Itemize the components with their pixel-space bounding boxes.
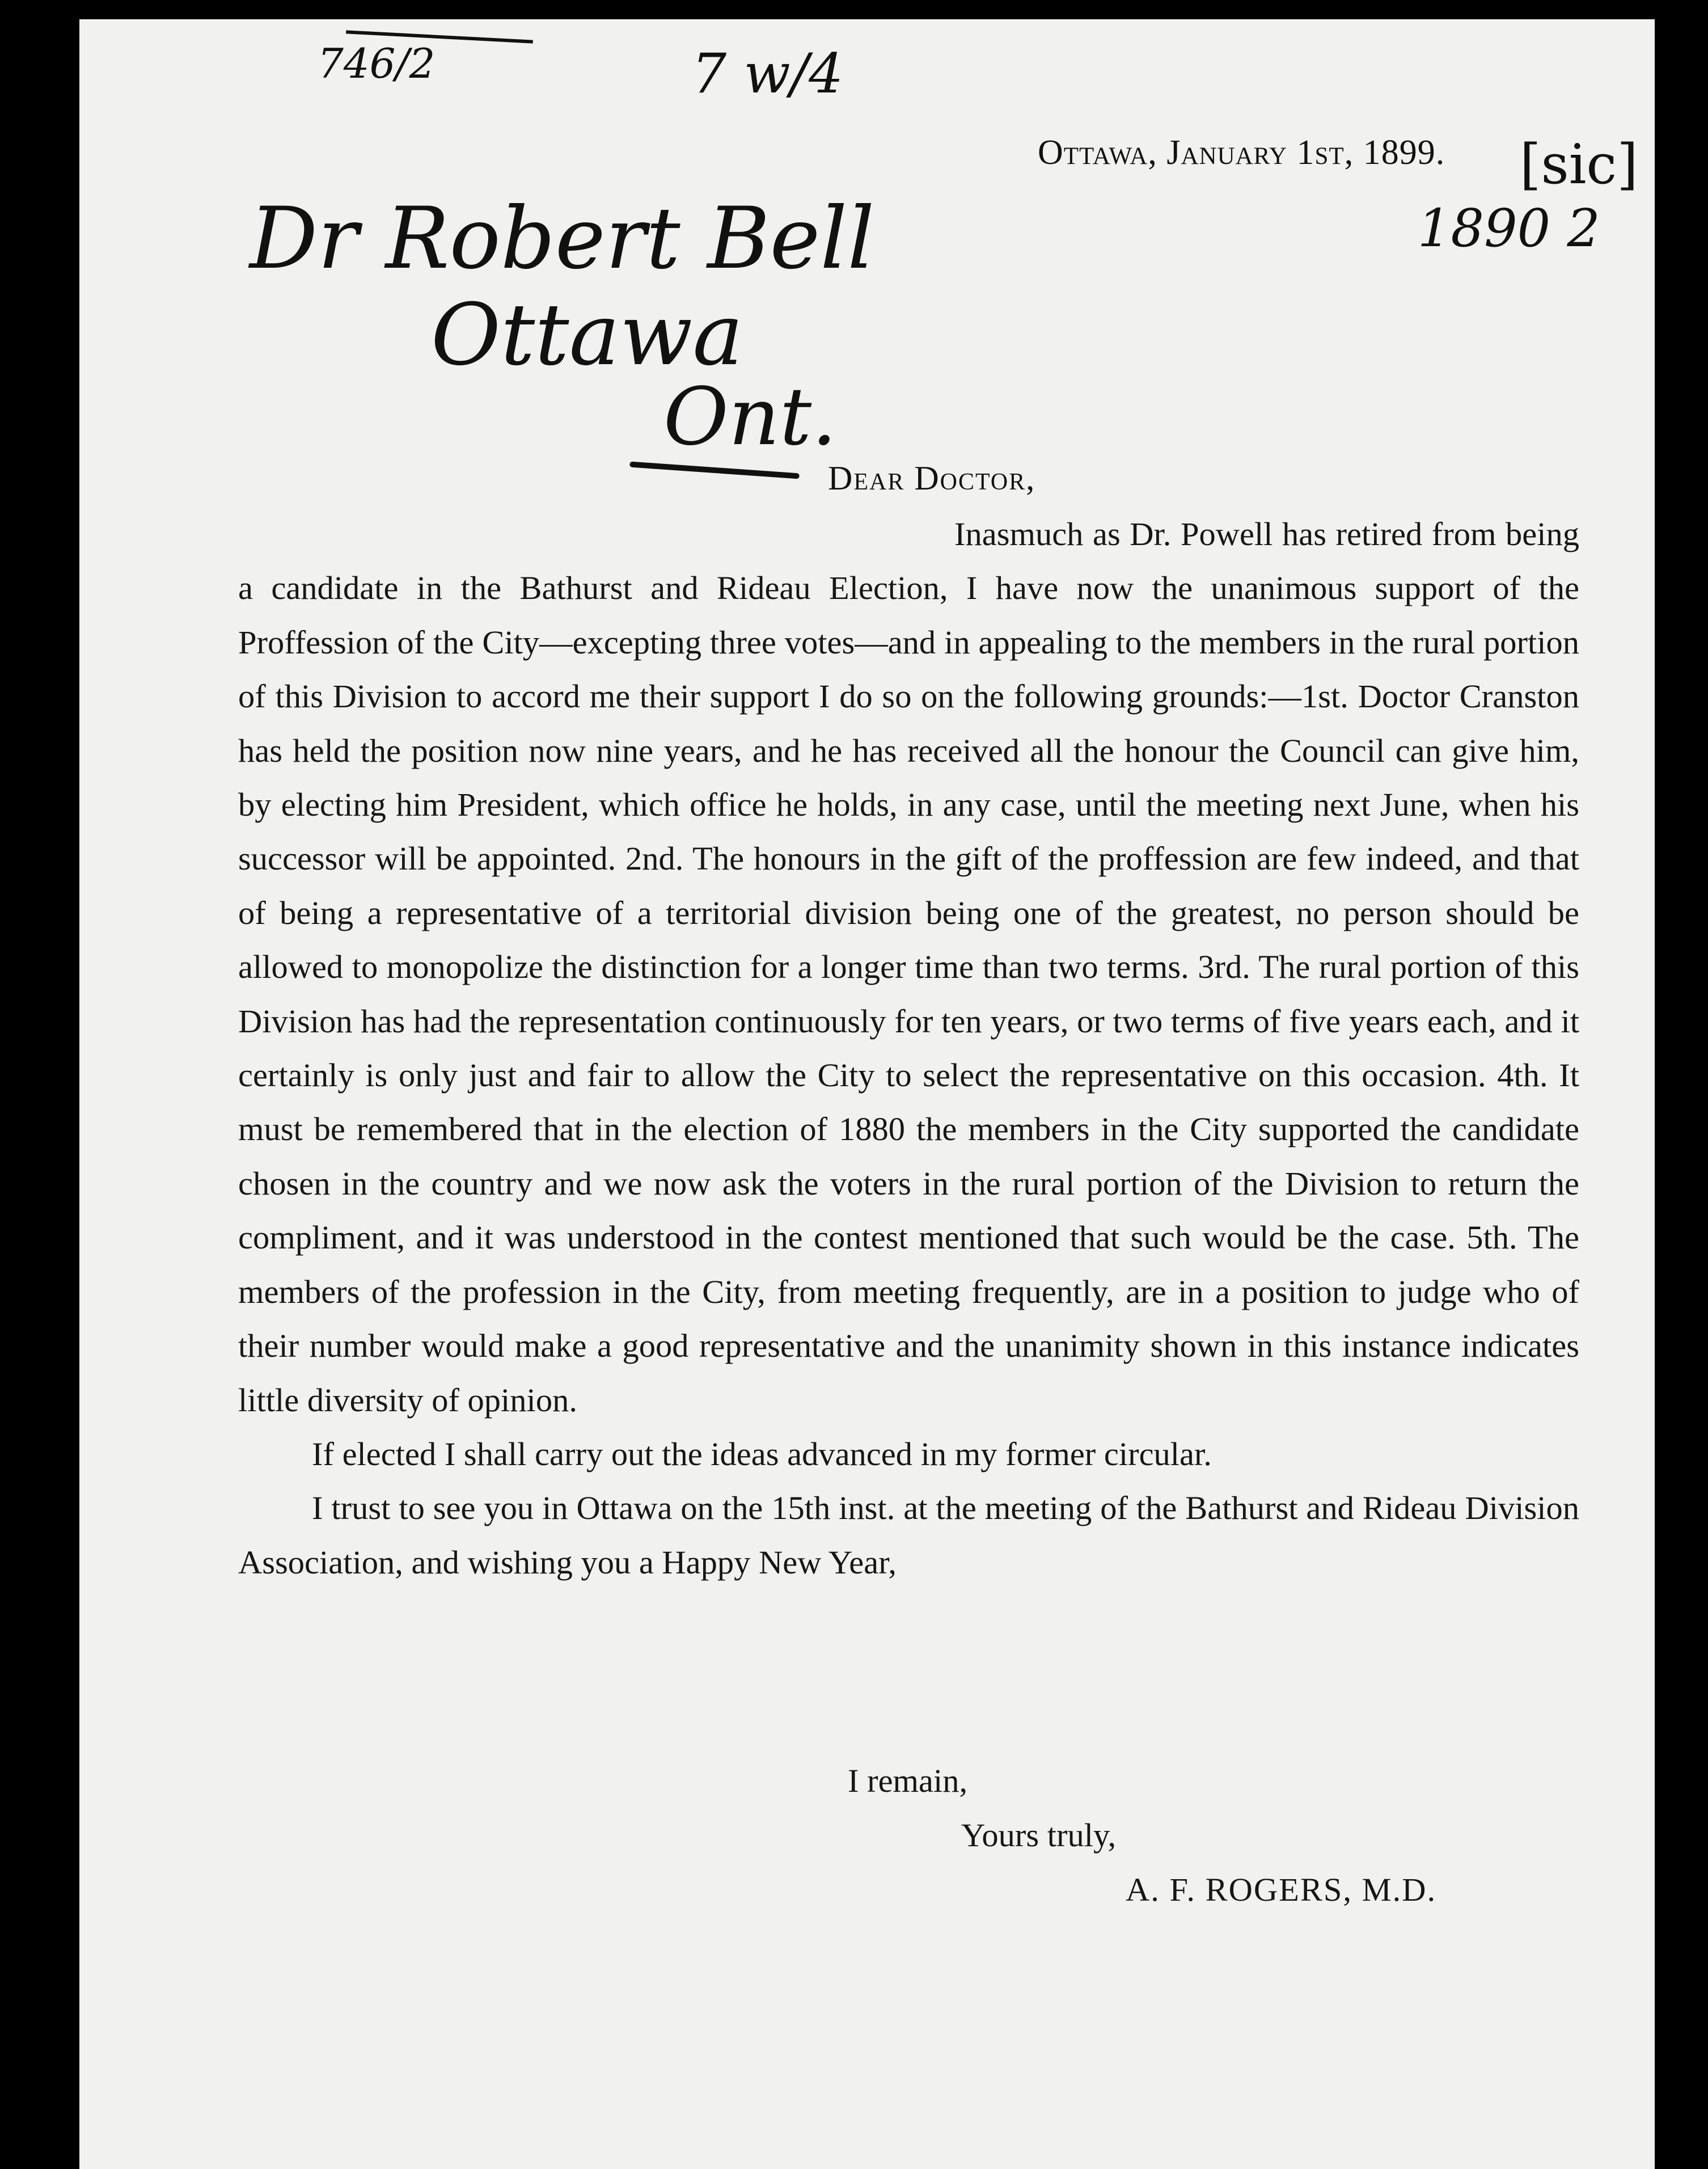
body-paragraph-meeting: I trust to see you in Ottawa on the 15th inst. at the meeting of the Bathurst and Rideau Division Association, and wishing you a Happy New Year, xyxy=(238,1489,1579,1581)
letter-body xyxy=(238,507,1579,1589)
year-correction-annotation: 1890 2 xyxy=(1418,198,1600,259)
address-line-name: Dr Robert Bell xyxy=(250,189,875,288)
page-mark-annotation: 7 w/4 xyxy=(692,42,844,106)
address-underline xyxy=(629,462,800,479)
letter-page xyxy=(79,19,1655,2169)
address-line-city: Ottawa xyxy=(431,286,743,385)
closing-yours-truly: Yours truly, xyxy=(961,1817,1117,1854)
archive-number-annotation: 746/2 xyxy=(318,40,436,87)
body-paragraph-main: Inasmuch as Dr. Powell has retired from being a candidate in the Bathurst and Rideau Election, I have now the unanimous support of the Proffession of the City—excepting three votes—and in appealing to the members in the rural portion of this Division to accord me their support I do so on the following grounds:—1st. Doctor Cranston has held the position now nine years, and he has received all the honour the Council can give him, by electing him President, which office he holds, in any case, until the meeting next June, when his successor will be appointed. 2nd. The honours in the gift of the proffession are few indeed, and that of being a representative of a territorial division being one of the greatest, no person should be allowed to monopolize the distinction for a longer time than two terms. 3rd. The rural portion of this Division has had the representation continuously for ten years, or two terms of five years each, and it certainly is only just and fair to allow the City to select the representative on this occasion. 4th. It must be remembered that in the election of 1880 the members in the City supported the candidate chosen in the country and we now ask the voters in the rural portion of the Division to return the compliment, and it was understood in the contest mentioned that such would be the case. 5th. The members of the profession in the City, from meeting frequently, are in a position to judge who of their number would make a good representative and the unanimity shown in this instance indicates little diversity of opinion. xyxy=(238,516,1579,1419)
body-paragraph-circular: If elected I shall carry out the ideas advanced in my former circular. xyxy=(312,1435,1212,1472)
salutation: Dear Doctor, xyxy=(828,459,1036,497)
address-line-province: Ont. xyxy=(663,371,837,463)
sic-annotation: [sic] xyxy=(1520,133,1638,196)
dateline: Ottawa, January 1st, 1899. xyxy=(1038,133,1445,172)
signature: A. F. ROGERS, M.D. xyxy=(1126,1871,1437,1908)
closing-remain: I remain, xyxy=(848,1762,968,1799)
